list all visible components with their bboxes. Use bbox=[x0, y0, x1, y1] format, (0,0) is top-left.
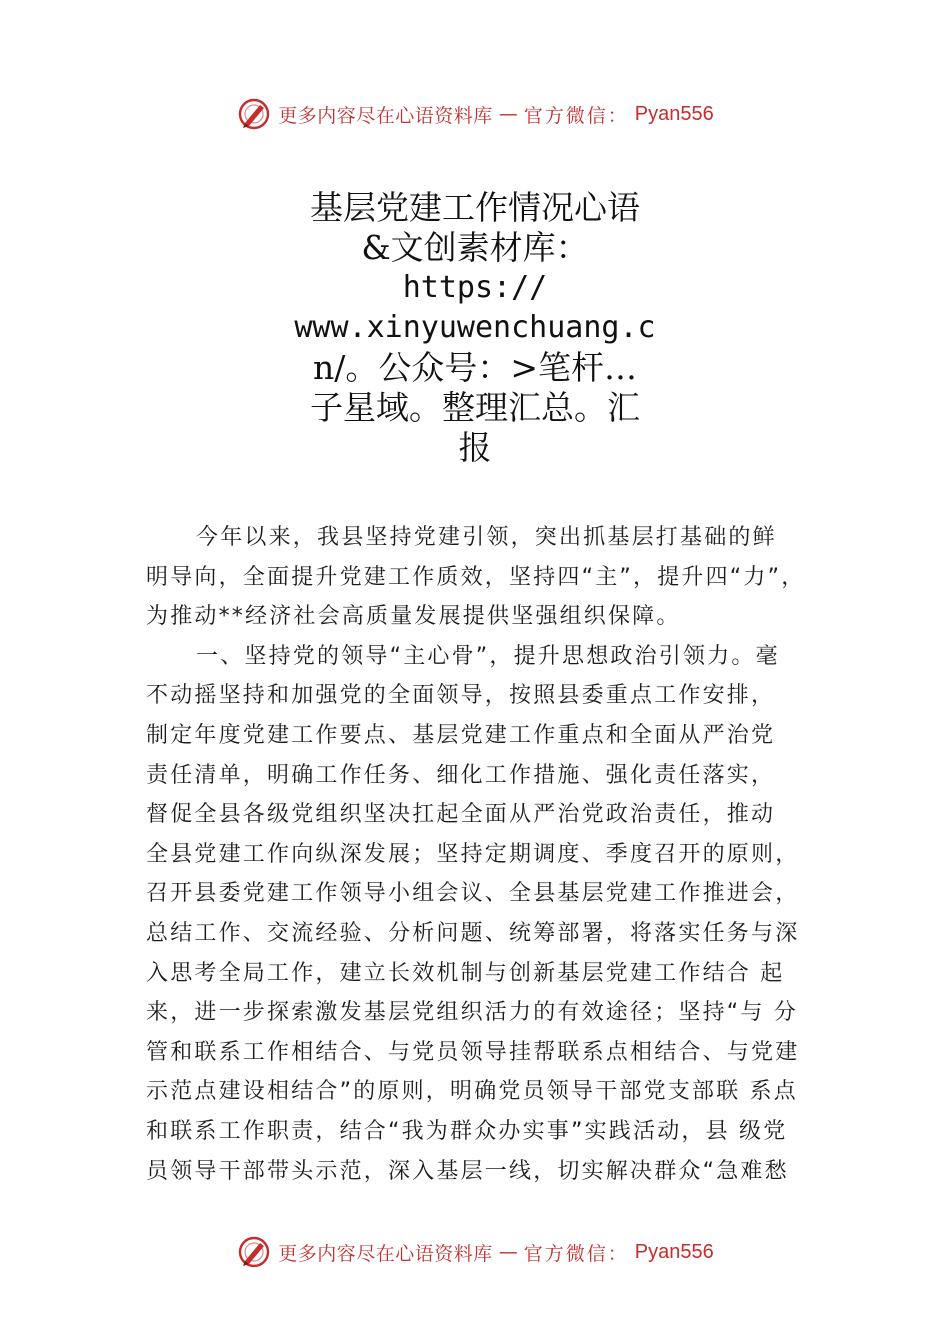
banner-wechat-id: Pyan556 bbox=[634, 1240, 714, 1263]
document-body bbox=[146, 518, 828, 1191]
body-line: 今年以来，我县坚持党建引领，突出抓基层打基础的鲜 bbox=[196, 525, 777, 550]
body-line: 员领导干部带头示范，深入基层一线，切实解决群众“急难愁 bbox=[146, 1158, 789, 1184]
pen-logo-icon bbox=[236, 1234, 272, 1270]
body-line: 总结工作、交流经验、分析问题、统筹部署，将落实任务与深 bbox=[146, 920, 800, 946]
title-line: www.xinyuwenchuang.c bbox=[294, 310, 656, 345]
body-line: 来，进一步探索激发基层党组织活力的有效途径；坚持“与 分 bbox=[146, 1000, 798, 1026]
document-title bbox=[280, 188, 670, 468]
banner-wechat-label: 官方微信： bbox=[523, 104, 629, 127]
title-line: n/。公众号：>笔杆… bbox=[312, 348, 638, 387]
body-line: 召开县委党建工作领导小组会议、全县基层党建工作推进会， bbox=[146, 881, 800, 907]
banner-main-text: 更多内容尽在心语资料库 bbox=[278, 104, 493, 127]
title-line: &文创素材库： bbox=[361, 228, 589, 267]
header-watermark-banner bbox=[0, 94, 950, 134]
body-line: 督促全县各级党组织坚决扛起全面从严治党政治责任，推动 bbox=[146, 802, 776, 828]
banner-separator: — bbox=[498, 103, 518, 125]
body-line: 示范点建设相结合”的原则，明确党员领导干部党支部联 系点 bbox=[146, 1079, 798, 1105]
body-line: 全县党建工作向纵深发展；坚持定期调度、季度召开的原则， bbox=[146, 841, 800, 867]
banner-separator: — bbox=[498, 1241, 518, 1263]
pen-logo-icon bbox=[236, 96, 272, 132]
body-line: 入思考全局工作，建立长效机制与创新基层党建工作结合 起 bbox=[146, 960, 785, 986]
title-line: 报 bbox=[458, 428, 492, 467]
body-line: 为推动**经济社会高质量发展提供坚强组织保障。 bbox=[146, 604, 681, 630]
banner-wechat-label: 官方微信： bbox=[523, 1242, 629, 1265]
footer-watermark-banner bbox=[0, 1232, 950, 1272]
title-line: 子星域。整理汇总。汇 bbox=[310, 388, 640, 427]
banner-wechat-id: Pyan556 bbox=[634, 102, 714, 125]
banner-main-text: 更多内容尽在心语资料库 bbox=[278, 1242, 493, 1265]
body-line: 不动摇坚持和加强党的全面领导，按照县委重点工作安排， bbox=[146, 683, 776, 709]
body-line: 管和联系工作相结合、与党员领导挂帮联系点相结合、与党建 bbox=[146, 1039, 800, 1065]
title-line: https:// bbox=[402, 270, 548, 305]
body-line: 明导向，全面提升党建工作质效，坚持四“主”，提升四“力”， bbox=[146, 564, 806, 590]
body-line: 责任清单，明确工作任务、细化工作措施、强化责任落实， bbox=[146, 762, 776, 788]
body-line: 一、坚持党的领导“主心骨”，提升思想政治引领力。毫 bbox=[196, 643, 780, 669]
body-line: 和联系工作职责，结合“我为群众办实事”实践活动，县 级党 bbox=[146, 1118, 788, 1144]
body-line: 制定年度党建工作要点、基层党建工作重点和全面从严治党 bbox=[146, 722, 776, 748]
title-line: 基层党建工作情况心语 bbox=[310, 188, 640, 227]
